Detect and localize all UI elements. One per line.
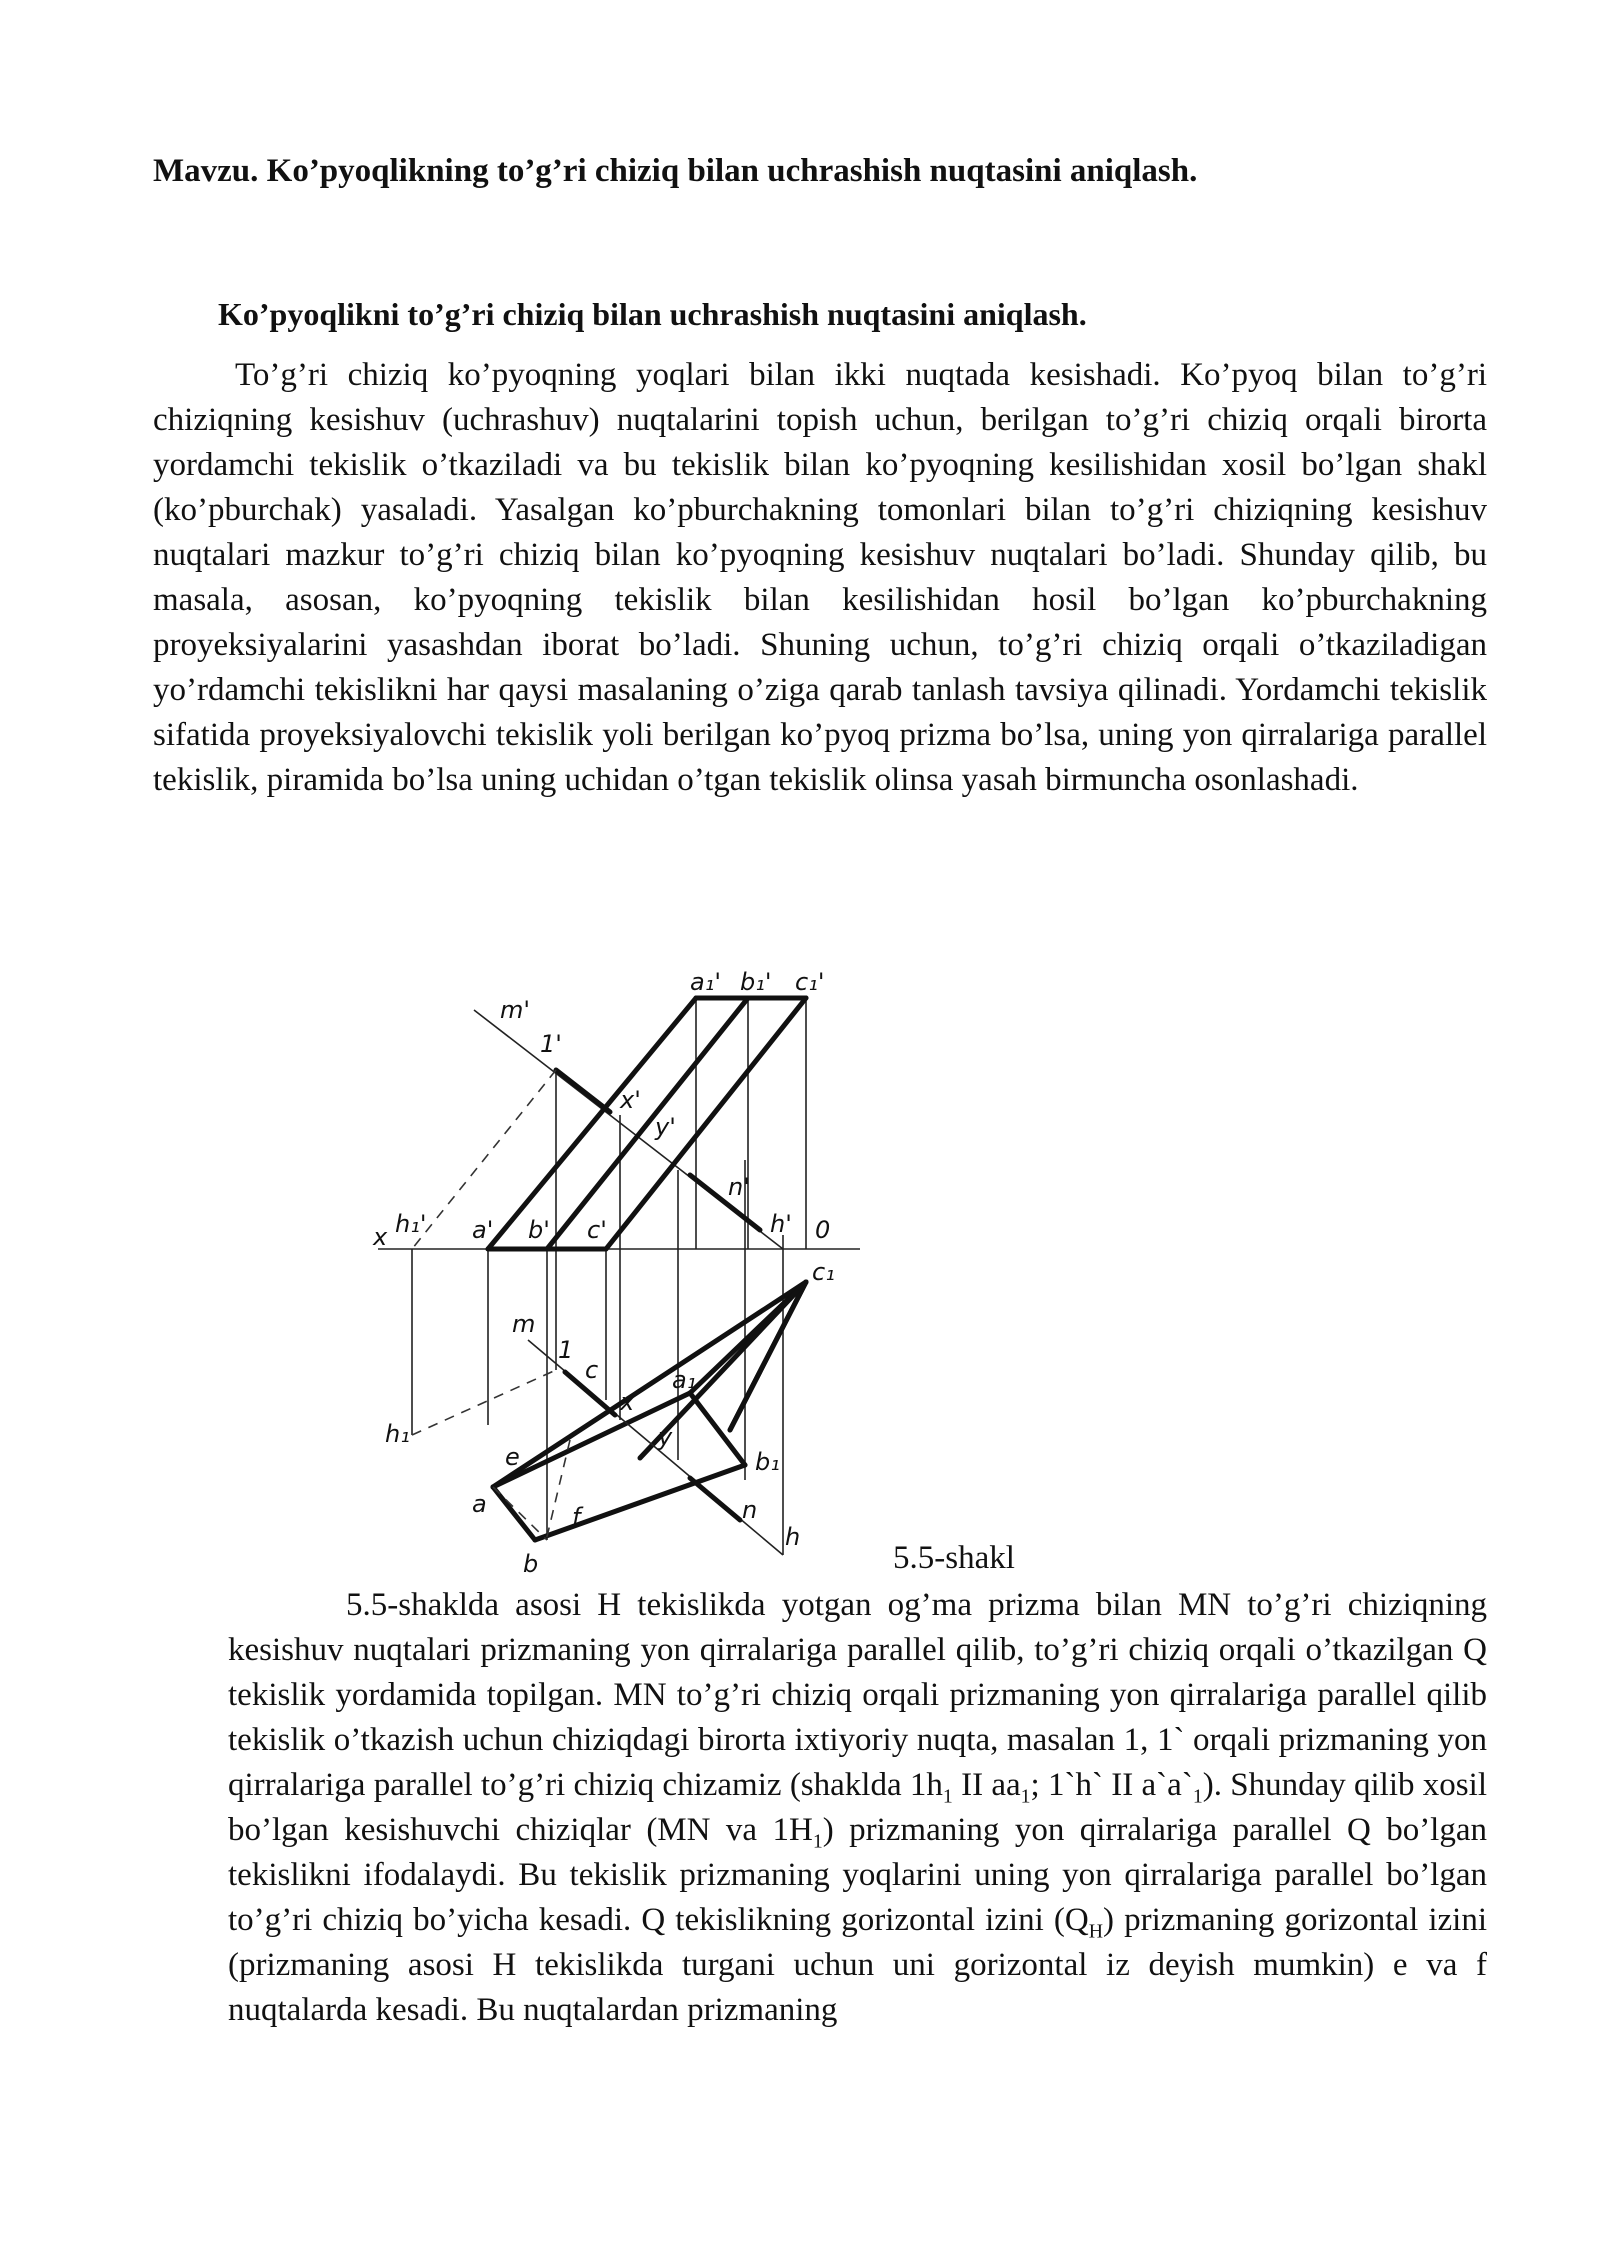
label-x-prime: x' [620,1086,641,1114]
figure-caption: 5.5-shakl [893,1540,1015,1576]
prism-edge-front [547,998,748,1249]
text-run: ). Shunday qilib xosil bo’lgan kesishuvchi chiziqlar (MN va 1H [228,1767,1487,1848]
label-b: b [523,1550,539,1578]
label-b-prime: b' [528,1216,550,1244]
label-a-prime: a' [472,1216,494,1244]
label-origin: 0 [815,1216,831,1244]
label-h: h [785,1523,801,1551]
subscript: 1 [942,1785,953,1808]
label-c-prime: c' [587,1216,607,1244]
label-m: m [512,1310,536,1338]
prism-base-top [493,1487,535,1540]
prism-base-top [535,1465,745,1540]
section-heading: Ko’pyoqlikni to’g’ri chiziq bilan uchrashish nuqtasini aniqlash. [218,296,1087,332]
label-1-prime: 1' [540,1030,562,1058]
label-b1: b₁ [755,1448,780,1476]
label-m-prime: m' [500,996,530,1024]
subscript: 1 [812,1830,823,1853]
label-c: c [585,1356,599,1384]
paragraph-figure-explanation [228,1583,1487,2033]
paragraph-intro: To’g’ri chiziq ko’pyoqning yoqlari bilan ikki nuqtada kesishadi. Ko’pyoq bilan to’g’ri chiziqning kesishuv (uchrashuv) nuqtalarini topish uchun, berilgan to’g’ri chiziq orqali birorta yordamchi tekislik o’tkaziladi va bu tekislik bilan ko’pyoqning kesilishidan xosil bo’lgan shakl (ko’pburchak) yasaladi. Yasalgan ko’pburchakning tomonlari bilan to’g’ri chiziqning kesishuv nuqtalari mazkur to’g’ri chiziq bilan ko’pyoqning kesishuv nuqtalari bo’ladi. Shunday qilib, bu masala, asosan, ko’pyoqning tekislik bilan kesilishidan hosil bo’lgan ko’pburchakning proyeksiyalarini yasashdan iborat bo’ladi. Shuning uchun, to’g’ri chiziq orqali o’tkaziladigan yo’rdamchi tekislikni har qaysi masalaning o’ziga qarab tanlash tavsiya qilinadi. Yordamchi tekislik sifatida proyeksiyalovchi tekislik yoli berilgan ko’pyoq prizma bo’lsa, uning yon qirralariga parallel tekislik, piramida bo’lsa uning uchidan o’tgan tekislik olinsa yasah birmuncha osonlashadi. [153,357,1487,798]
label-h1-prime: h₁' [395,1210,427,1238]
label-x: x [620,1388,635,1416]
label-c1: c₁ [812,1258,835,1286]
subscript: 1 [1020,1785,1031,1808]
label-b1-prime: b₁' [740,968,772,996]
label-y: y [658,1423,673,1451]
label-e: e [505,1443,520,1471]
text-run: ) prizmaning yon qirralariga parallel Q bo’lgan tekislikni ifodalaydi. Bu tekislik prizmaning yoqlarini uning yon qirralariga parallel bo’lgan to’g’ri chiziq bo’yicha kesadi. Q tekislikning gorizontal izini (Q [228,1812,1487,1938]
prism-line-intersection-diagram [360,955,880,1585]
label-1: 1 [558,1336,574,1364]
subscript: H [1088,1920,1103,1943]
label-y-prime: y' [655,1113,676,1141]
line-mn-visible-front [556,1070,610,1112]
prism-base-top [690,1393,745,1465]
line-mn-visible-top [690,1478,740,1520]
page-title: Mavzu. Ko’pyoqlikning to’g’ri chiziq bilan uchrashish nuqtasini aniqlash. [153,153,1198,189]
text-run: ) prizmaning gorizontal izini (prizmaning asosi H tekislikda turgani uchun uni gorizontal iz deyish mumkin) e va f nuqtalarda kesadi. Bu nuqtalardan prizmaning [228,1902,1488,2028]
label-h1: h₁ [385,1420,410,1448]
text-run: II aa [952,1767,1021,1803]
label-a: a [472,1490,487,1518]
label-axis-x: x [373,1223,388,1251]
subscript: 1 [1192,1785,1203,1808]
label-h-prime: h' [770,1210,792,1238]
label-c1-prime: c₁' [795,968,825,996]
label-f: f [572,1503,581,1531]
label-n-prime: n' [728,1173,750,1201]
text-run: 5.5-shaklda asosi H tekislikda yotgan og’ma prizma bilan MN to’g’ri chiziqning kesishuv nuqtalari prizmaning yon qirralariga parallel qilib, to’g’ri chiziq orqali o’tkazilgan Q tekislik yordamida topilgan. MN to’g’ri chiziq orqali prizmaning yon qirralariga parallel qilib tekislik o’tkazish uchun chiziqdagi birorta ixtiyoriy nuqta, masalan 1, 1` orqali prizmaning yon qirralariga parallel to’g’ri chiziq chizamiz (shaklda 1h [228,1587,1487,1803]
label-n: n [742,1496,758,1524]
auxiliary-line-top [412,1370,556,1435]
label-a1-prime: a₁' [690,968,721,996]
text-run: ; 1`h` II a`a` [1030,1767,1193,1803]
label-a1: a₁ [672,1366,697,1394]
